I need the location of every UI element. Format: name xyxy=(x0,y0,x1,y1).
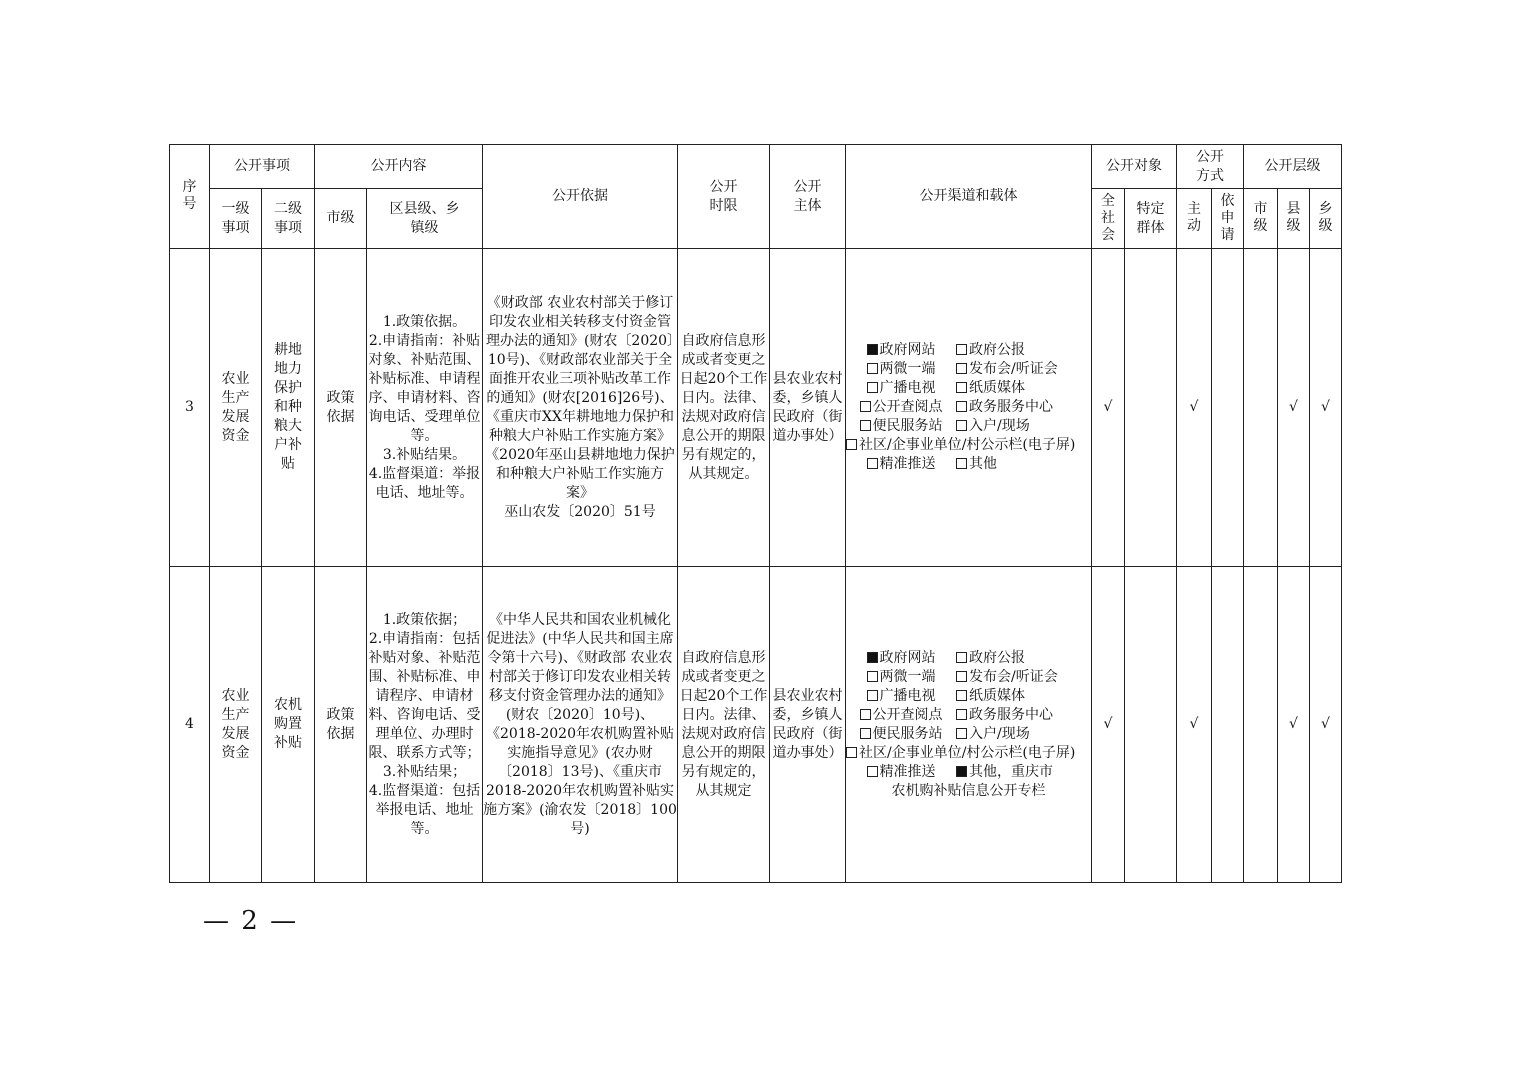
unchecked-box-icon xyxy=(846,439,857,450)
row-channels xyxy=(846,567,1092,883)
row-basis: 《财政部 农业农村部关于修订印发农业相关转移支付资金管理办法的通知》(财农〔2020〕10号)、《财政部农业部关于全面推开农业三项补贴改革工作的通知》(财农[2016]26号)、《重庆市XX年耕地地力保护和种粮大户补贴工作实施方案》 《2020年巫山县耕地地力保护和种粮大户补贴工作实施方案》 巫山农发〔2020〕51号 xyxy=(483,249,678,567)
row-content-city: 政策依据 xyxy=(315,567,367,883)
unchecked-box-icon xyxy=(860,728,871,739)
channel-row xyxy=(846,360,1091,379)
row-period: 自政府信息形成或者变更之日起20个工作日内。法律、法规对政府信息公开的期限另有规定的，从其规定 xyxy=(678,567,770,883)
channel-option xyxy=(956,379,1025,398)
channel-option xyxy=(846,725,956,744)
unchecked-box-icon xyxy=(956,363,967,374)
channel-row xyxy=(846,436,1091,455)
channel-label: 政府公报 xyxy=(969,649,1025,666)
channel-option xyxy=(846,417,956,436)
header-seq: 序号 xyxy=(170,145,210,249)
unchecked-box-icon xyxy=(956,652,967,663)
channel-option xyxy=(956,341,1025,360)
row-mode-active: √ xyxy=(1177,567,1212,883)
row-item-l1: 农业生产发展资金 xyxy=(210,567,262,883)
unchecked-box-icon xyxy=(867,458,878,469)
channel-option xyxy=(846,398,956,417)
row-seq: 4 xyxy=(170,567,210,883)
row-subject: 县农业农村委，乡镇人民政府（街道办事处） xyxy=(770,567,846,883)
row-target-all: √ xyxy=(1092,249,1125,567)
row-basis: 《中华人民共和国农业机械化促进法》(中华人民共和国主席令第十六号)、《财政部 农业农村部关于修订印发农业相关转移支付资金管理办法的通知》(财农〔2020〕10号)、《2018-2020年农机购置补贴实施指导意见》(农办财〔2018〕13号)、《重庆市2018-2020年农机购置补贴实施方案》(渝农发〔2018〕100号) xyxy=(483,567,678,883)
unchecked-box-icon xyxy=(860,420,871,431)
row-target-specific xyxy=(1125,249,1177,567)
channel-label: 便民服务站 xyxy=(872,725,943,742)
channel-option xyxy=(846,649,956,668)
channel-label: 纸质媒体 xyxy=(969,380,1025,396)
row-target-specific xyxy=(1125,567,1177,883)
channel-label: 入户/现场 xyxy=(969,418,1030,434)
header-content-city: 市级 xyxy=(315,189,367,249)
unchecked-box-icon xyxy=(867,690,878,701)
row-level-county: √ xyxy=(1278,249,1310,567)
unchecked-box-icon xyxy=(956,728,967,739)
unchecked-box-icon xyxy=(956,671,967,682)
header-level-county: 县级 xyxy=(1278,189,1310,249)
channel-label: 精准推送 xyxy=(879,763,936,780)
channel-option xyxy=(956,398,1053,417)
channel-option xyxy=(956,725,1030,744)
channel-label: 其他，重庆市 xyxy=(969,763,1053,780)
channel-option xyxy=(956,706,1053,725)
channel-option xyxy=(846,341,956,360)
channel-row xyxy=(846,725,1091,744)
channel-option xyxy=(846,687,956,706)
unchecked-box-icon xyxy=(860,709,871,720)
channel-option xyxy=(846,360,956,379)
channel-label: 发布会/听证会 xyxy=(969,361,1058,377)
row-mode-apply xyxy=(1212,249,1244,567)
header-target-all: 全社会 xyxy=(1092,189,1125,249)
channel-label: 政府网站 xyxy=(879,649,936,666)
unchecked-box-icon xyxy=(867,382,878,393)
header-level-city: 市级 xyxy=(1244,189,1278,249)
row-target-all: √ xyxy=(1092,567,1125,883)
channel-label: 政务服务中心 xyxy=(969,706,1053,723)
channel-label: 其他 xyxy=(969,456,997,472)
channel-label: 发布会/听证会 xyxy=(969,668,1058,685)
channel-label: 便民服务站 xyxy=(872,418,943,434)
unchecked-box-icon xyxy=(956,690,967,701)
unchecked-box-icon xyxy=(956,401,967,412)
unchecked-box-icon xyxy=(956,458,967,469)
header-channel: 公开渠道和载体 xyxy=(846,145,1092,249)
row-level-town: √ xyxy=(1310,567,1342,883)
channel-label: 社区/企事业单位/村公示栏(电子屏) xyxy=(859,437,1076,453)
channel-option xyxy=(846,436,1076,455)
channel-option xyxy=(956,763,1053,782)
channel-label: 两微一端 xyxy=(879,668,936,685)
channel-option xyxy=(956,417,1030,436)
row-level-county: √ xyxy=(1278,567,1310,883)
channel-label: 两微一端 xyxy=(879,361,936,377)
row-mode-apply xyxy=(1212,567,1244,883)
header-item: 公开事项 xyxy=(210,145,315,189)
channel-row xyxy=(846,341,1091,360)
channel-row xyxy=(846,706,1091,725)
channel-option xyxy=(846,668,956,687)
page-number: — 2 — xyxy=(203,906,299,936)
channel-row xyxy=(846,398,1091,417)
row-subject: 县农业农村委，乡镇人民政府（街道办事处） xyxy=(770,249,846,567)
row-content-district: 1.政策依据； 2.申请指南：包括补贴对象、补贴范围、补贴标准、申请程序、申请材料、咨询电话、受理单位、办理时限、联系方式等； 3.补贴结果； 4.监督渠道：包括举报电话、地址等。 xyxy=(367,567,483,883)
header-period: 公开时限 xyxy=(678,145,770,249)
header-level-town: 乡级 xyxy=(1310,189,1342,249)
disclosure-table xyxy=(169,144,1342,883)
channel-option xyxy=(956,668,1058,687)
header-item-l1: 一级事项 xyxy=(210,189,262,249)
header-content-district: 区县级、乡镇级 xyxy=(367,189,483,249)
header-mode: 公开方式 xyxy=(1177,145,1244,189)
channel-row xyxy=(846,649,1091,668)
channel-label: 入户/现场 xyxy=(969,725,1030,742)
channel-label: 公开查阅点 xyxy=(872,399,943,415)
channel-row xyxy=(846,379,1091,398)
header-basis: 公开依据 xyxy=(483,145,678,249)
unchecked-box-icon xyxy=(867,671,878,682)
channel-label: 政府公报 xyxy=(969,342,1025,358)
header-level: 公开层级 xyxy=(1244,145,1342,189)
channel-option xyxy=(846,706,956,725)
channel-row xyxy=(846,455,1091,474)
row-item-l1: 农业生产发展资金 xyxy=(210,249,262,567)
row-seq: 3 xyxy=(170,249,210,567)
unchecked-box-icon xyxy=(956,382,967,393)
header-content: 公开内容 xyxy=(315,145,483,189)
channel-row xyxy=(846,744,1091,763)
unchecked-box-icon xyxy=(956,709,967,720)
channel-option xyxy=(846,379,956,398)
row-level-city xyxy=(1244,567,1278,883)
channel-row xyxy=(846,763,1091,782)
header-mode-active: 主动 xyxy=(1177,189,1212,249)
row-period: 自政府信息形成或者变更之日起20个工作日内。法律、法规对政府信息公开的期限另有规定的，从其规定。 xyxy=(678,249,770,567)
checked-box-icon xyxy=(867,344,878,355)
channel-label: 纸质媒体 xyxy=(969,687,1025,704)
header-item-l2: 二级事项 xyxy=(262,189,315,249)
channel-label: 广播电视 xyxy=(879,687,936,704)
channel-option xyxy=(846,763,956,782)
row-content-district: 1.政策依据。 2.申请指南：补贴对象、补贴范围、补贴标准、申请程序、申请材料、咨询电话、受理单位等。 3.补贴结果。 4.监督渠道：举报电话、地址等。 xyxy=(367,249,483,567)
channel-label: 政府网站 xyxy=(879,342,936,358)
channel-option xyxy=(846,455,956,474)
channel-extra: 农机购补贴信息公开专栏 xyxy=(891,782,1046,799)
unchecked-box-icon xyxy=(867,766,878,777)
channel-row xyxy=(846,668,1091,687)
row-channels xyxy=(846,249,1092,567)
unchecked-box-icon xyxy=(860,401,871,412)
channel-label: 精准推送 xyxy=(879,456,936,472)
channel-label: 政务服务中心 xyxy=(969,399,1053,415)
row-mode-active: √ xyxy=(1177,249,1212,567)
channel-option xyxy=(956,455,997,474)
channel-label: 社区/企事业单位/村公示栏(电子屏) xyxy=(859,744,1076,761)
channel-option xyxy=(956,649,1025,668)
header-subject: 公开主体 xyxy=(770,145,846,249)
channel-row xyxy=(846,417,1091,436)
header-target: 公开对象 xyxy=(1092,145,1177,189)
checked-box-icon xyxy=(956,766,967,777)
unchecked-box-icon xyxy=(846,747,857,758)
unchecked-box-icon xyxy=(956,344,967,355)
checked-box-icon xyxy=(867,652,878,663)
unchecked-box-icon xyxy=(867,363,878,374)
row-item-l2: 农机购置补贴 xyxy=(262,567,315,883)
table-row xyxy=(170,249,1342,567)
row-level-city xyxy=(1244,249,1278,567)
channel-label: 公开查阅点 xyxy=(872,706,943,723)
channel-row xyxy=(846,687,1091,706)
channel-option xyxy=(956,360,1058,379)
channel-option xyxy=(846,744,1076,763)
table-row xyxy=(170,567,1342,883)
unchecked-box-icon xyxy=(956,420,967,431)
row-level-town: √ xyxy=(1310,249,1342,567)
channel-label: 广播电视 xyxy=(879,380,936,396)
row-content-city: 政策依据 xyxy=(315,249,367,567)
channel-option xyxy=(956,687,1025,706)
header-target-specific: 特定群体 xyxy=(1125,189,1177,249)
row-item-l2: 耕地地力保护和种粮大户补贴 xyxy=(262,249,315,567)
header-mode-apply: 依申请 xyxy=(1212,189,1244,249)
